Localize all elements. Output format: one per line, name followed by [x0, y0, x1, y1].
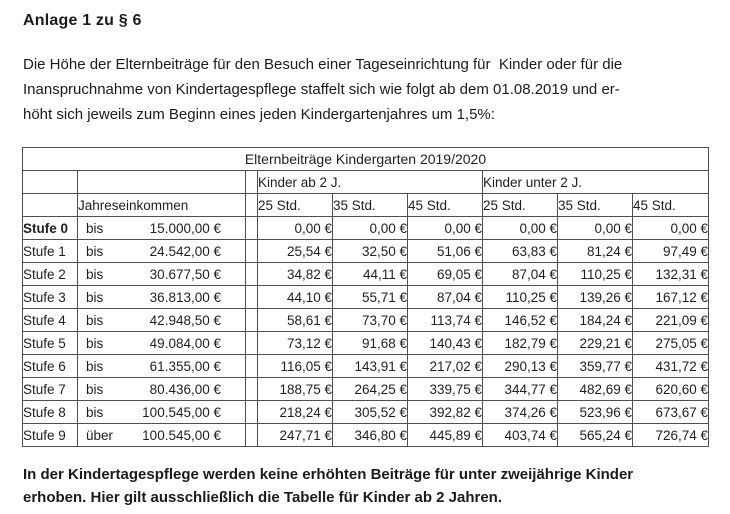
stufe-label: Stufe 5 [23, 332, 78, 355]
income-prefix: bis [86, 381, 104, 397]
fee-value: 523,96 € [558, 401, 633, 424]
fee-value: 392,82 € [408, 401, 483, 424]
fee-value: 87,04 € [483, 263, 558, 286]
fee-value: 0,00 € [558, 217, 633, 240]
group-header-row [23, 171, 709, 194]
stufe-label: Stufe 2 [23, 263, 78, 286]
fee-value: 182,79 € [483, 332, 558, 355]
income-amount: 61.355,00 € [149, 358, 221, 374]
spacer-cell [246, 171, 258, 194]
income-cell [78, 355, 246, 378]
income-prefix: bis [86, 335, 104, 351]
fee-value: 221,09 € [633, 309, 709, 332]
fee-value: 58,61 € [258, 309, 333, 332]
income-prefix: bis [86, 312, 104, 328]
spacer-cell [246, 240, 258, 263]
intro-line: Die Höhe der Elternbeiträge für den Besuch einer Tageseinrichtung für Kinder oder für die [23, 56, 623, 73]
fee-value: 87,04 € [408, 286, 483, 309]
income-amount: 80.436,00 € [149, 381, 221, 397]
fee-value: 97,49 € [633, 240, 709, 263]
fee-value: 132,31 € [633, 263, 709, 286]
footer-line: erhoben. Hier gilt ausschließlich die Tabelle für Kinder ab 2 Jahren. [23, 489, 503, 506]
fee-value: 620,60 € [633, 378, 709, 401]
fee-value: 110,25 € [483, 286, 558, 309]
fee-value: 229,21 € [558, 332, 633, 355]
table-row [23, 309, 709, 332]
fee-value: 188,75 € [258, 378, 333, 401]
income-prefix: bis [86, 266, 104, 282]
fee-value: 25,54 € [258, 240, 333, 263]
stufe-label: Stufe 1 [23, 240, 78, 263]
fee-value: 55,71 € [333, 286, 408, 309]
fee-value: 305,52 € [333, 401, 408, 424]
fee-value: 0,00 € [333, 217, 408, 240]
hours-header: 35 Std. [333, 194, 408, 217]
stufe-label: Stufe 4 [23, 309, 78, 332]
fee-value: 146,52 € [483, 309, 558, 332]
fee-value: 374,26 € [483, 401, 558, 424]
spacer-cell [246, 217, 258, 240]
empty-cell [78, 171, 246, 194]
fee-value: 73,70 € [333, 309, 408, 332]
income-prefix: bis [86, 220, 104, 236]
income-amount: 100.545,00 € [142, 427, 221, 443]
fee-value: 0,00 € [408, 217, 483, 240]
fee-value: 359,77 € [558, 355, 633, 378]
hours-header: 45 Std. [633, 194, 709, 217]
stufe-label: Stufe 8 [23, 401, 78, 424]
income-prefix: bis [86, 358, 104, 374]
empty-cell [23, 171, 78, 194]
table-title: Elternbeiträge Kindergarten 2019/2020 [23, 148, 709, 171]
stufe-label: Stufe 7 [23, 378, 78, 401]
fee-value: 275,05 € [633, 332, 709, 355]
fee-value: 81,24 € [558, 240, 633, 263]
hours-header: 45 Std. [408, 194, 483, 217]
table-row [23, 378, 709, 401]
column-header-row [23, 194, 709, 217]
fee-value: 167,12 € [633, 286, 709, 309]
table-row [23, 240, 709, 263]
income-cell [78, 424, 246, 447]
spacer-cell [246, 309, 258, 332]
income-amount: 30.677,50 € [149, 266, 221, 282]
fee-value: 247,71 € [258, 424, 333, 447]
fee-value: 110,25 € [558, 263, 633, 286]
income-cell [78, 332, 246, 355]
fee-value: 346,80 € [333, 424, 408, 447]
income-cell [78, 217, 246, 240]
fee-value: 143,91 € [333, 355, 408, 378]
table-row [23, 332, 709, 355]
group-header-unter2: Kinder unter 2 J. [483, 171, 709, 194]
income-amount: 42.948,50 € [149, 312, 221, 328]
group-header-ab2: Kinder ab 2 J. [258, 171, 483, 194]
fee-value: 482,69 € [558, 378, 633, 401]
income-amount: 24.542,00 € [149, 243, 221, 259]
fee-value: 51,06 € [408, 240, 483, 263]
spacer-cell [246, 424, 258, 447]
fee-value: 34,82 € [258, 263, 333, 286]
income-cell [78, 378, 246, 401]
document-page [0, 12, 730, 514]
table-row [23, 263, 709, 286]
stufe-label: Stufe 0 [23, 217, 78, 240]
fee-value: 0,00 € [483, 217, 558, 240]
footer-note [23, 463, 712, 509]
empty-cell [23, 194, 78, 217]
fee-value: 218,24 € [258, 401, 333, 424]
table-row [23, 355, 709, 378]
stufe-label: Stufe 3 [23, 286, 78, 309]
income-cell [78, 401, 246, 424]
hours-header: 35 Std. [558, 194, 633, 217]
stufe-label: Stufe 6 [23, 355, 78, 378]
spacer-cell [246, 401, 258, 424]
spacer-cell [246, 355, 258, 378]
spacer-cell [246, 378, 258, 401]
income-amount: 36.813,00 € [149, 289, 221, 305]
table-row [23, 401, 709, 424]
income-amount: 15.000,00 € [149, 220, 221, 236]
fee-value: 264,25 € [333, 378, 408, 401]
fee-value: 139,26 € [558, 286, 633, 309]
fee-value: 73,12 € [258, 332, 333, 355]
income-cell [78, 263, 246, 286]
fee-value: 32,50 € [333, 240, 408, 263]
fee-value: 0,00 € [258, 217, 333, 240]
table-title-row [23, 148, 709, 171]
income-prefix: bis [86, 404, 104, 420]
stufe-label: Stufe 9 [23, 424, 78, 447]
fee-value: 44,10 € [258, 286, 333, 309]
fee-value: 565,24 € [558, 424, 633, 447]
table-row [23, 286, 709, 309]
income-header: Jahreseinkommen [78, 194, 246, 217]
income-cell [78, 286, 246, 309]
intro-line: Inanspruchnahme von Kindertagespflege staffelt sich wie folgt ab dem 01.08.2019 und er- [23, 81, 620, 98]
page-title: Anlage 1 zu § 6 [23, 12, 142, 29]
income-amount: 49.084,00 € [149, 335, 221, 351]
income-prefix: über [86, 427, 114, 443]
fee-value: 344,77 € [483, 378, 558, 401]
hours-header: 25 Std. [483, 194, 558, 217]
hours-header: 25 Std. [258, 194, 333, 217]
fee-value: 403,74 € [483, 424, 558, 447]
fee-value: 673,67 € [633, 401, 709, 424]
fee-value: 116,05 € [258, 355, 333, 378]
fee-value: 184,24 € [558, 309, 633, 332]
fee-value: 69,05 € [408, 263, 483, 286]
table-row [23, 424, 709, 447]
fee-value: 339,75 € [408, 378, 483, 401]
income-prefix: bis [86, 243, 104, 259]
footer-line: In der Kindertagespflege werden keine erhöhten Beiträge für unter zweijährige Kinder [23, 466, 634, 483]
income-cell [78, 240, 246, 263]
spacer-cell [246, 263, 258, 286]
table-row [23, 217, 709, 240]
fee-value: 113,74 € [408, 309, 483, 332]
fee-value: 431,72 € [633, 355, 709, 378]
fee-value: 290,13 € [483, 355, 558, 378]
spacer-cell [246, 286, 258, 309]
spacer-cell [246, 194, 258, 217]
fee-value: 217,02 € [408, 355, 483, 378]
fee-value: 0,00 € [633, 217, 709, 240]
fee-value: 44,11 € [333, 263, 408, 286]
income-cell [78, 309, 246, 332]
fee-value: 445,89 € [408, 424, 483, 447]
intro-line: höht sich jeweils zum Beginn eines jeden Kindergartenjahres um 1,5%: [23, 106, 495, 123]
fee-value: 726,74 € [633, 424, 709, 447]
intro-paragraph [23, 52, 712, 127]
fee-value: 140,43 € [408, 332, 483, 355]
fee-value: 91,68 € [333, 332, 408, 355]
income-prefix: bis [86, 289, 104, 305]
fee-value: 63,83 € [483, 240, 558, 263]
income-amount: 100.545,00 € [142, 404, 221, 420]
fees-table [22, 147, 709, 447]
spacer-cell [246, 332, 258, 355]
